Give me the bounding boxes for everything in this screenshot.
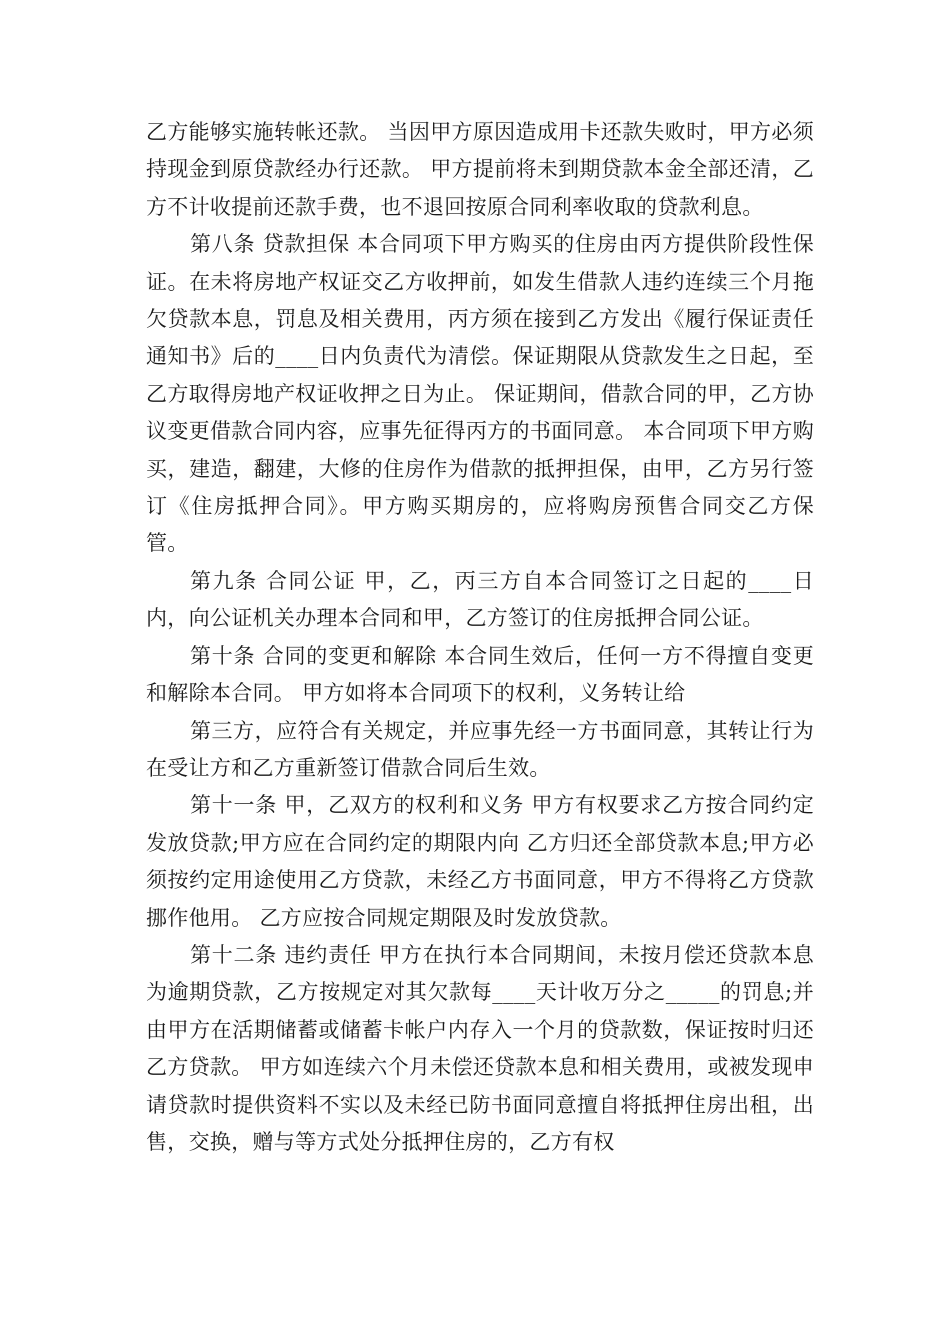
paragraph-article-9: 第九条 合同公证 甲，乙，丙三方自本合同签订之日起的____日内，向公证机关办理本合同和甲，乙方签订的住房抵押合同公证。 <box>146 568 814 631</box>
paragraph-article-11: 第十一条 甲，乙双方的权利和义务 甲方有权要求乙方按合同约定发放贷款;甲方应在合同约定的期限内向 乙方归还全部贷款本息;甲方必须按约定用途使用乙方贷款，未经乙方书面同意，甲方不得将乙方贷款挪作他用。 乙方应按合同规定期限及时发放贷款。 <box>146 793 814 930</box>
paragraph-article-10: 第十条 合同的变更和解除 本合同生效后，任何一方不得擅自变更和解除本合同。 甲方如将本合同项下的权利，义务转让给 <box>146 643 814 706</box>
paragraph-article-12: 第十二条 违约责任 甲方在执行本合同期间，未按月偿还贷款本息为逾期贷款，乙方按规定对其欠款每____天计收万分之_____的罚息;并由甲方在活期储蓄或储蓄卡帐户内存入一个月的贷款数，保证按时归还乙方贷款。 甲方如连续六个月未偿还贷款本息和相关费用，或被发现申请贷款时提供资料不实以及未经已防书面同意擅自将抵押住房出租，出售，交换，赠与等方式处分抵押住房的，乙方有权 <box>146 942 814 1154</box>
paragraph-article-10-continued: 第三方，应符合有关规定，并应事先经一方书面同意，其转让行为在受让方和乙方重新签订借款合同后生效。 <box>146 718 814 780</box>
paragraph-article-8: 第八条 贷款担保 本合同项下甲方购买的住房由丙方提供阶段性保证。在未将房地产权证交乙方收押前，如发生借款人违约连续三个月拖欠贷款本息，罚息及相关费用，丙方须在接到乙方发出《履行保证责任通知书》后的____日内负责代为清偿。保证期限从贷款发生之日起，至乙方取得房地产权证收押之日为止。 保证期间，借款合同的甲，乙方协议变更借款合同内容，应事先征得丙方的书面同意。 本合同项下甲方购买，建造，翻建，大修的住房作为借款的抵押担保，由甲，乙方另行签订《住房抵押合同》。甲方购买期房的，应将购房预售合同交乙方保管。 <box>146 232 814 556</box>
document-body <box>146 114 814 1161</box>
paragraph-1: 乙方能够实施转帐还款。 当因甲方原因造成用卡还款失败时，甲方必须持现金到原贷款经办行还款。 甲方提前将未到期贷款本金全部还清，乙方不计收提前还款手费，也不退回按原合同利率收取的贷款利息。 <box>146 120 814 219</box>
